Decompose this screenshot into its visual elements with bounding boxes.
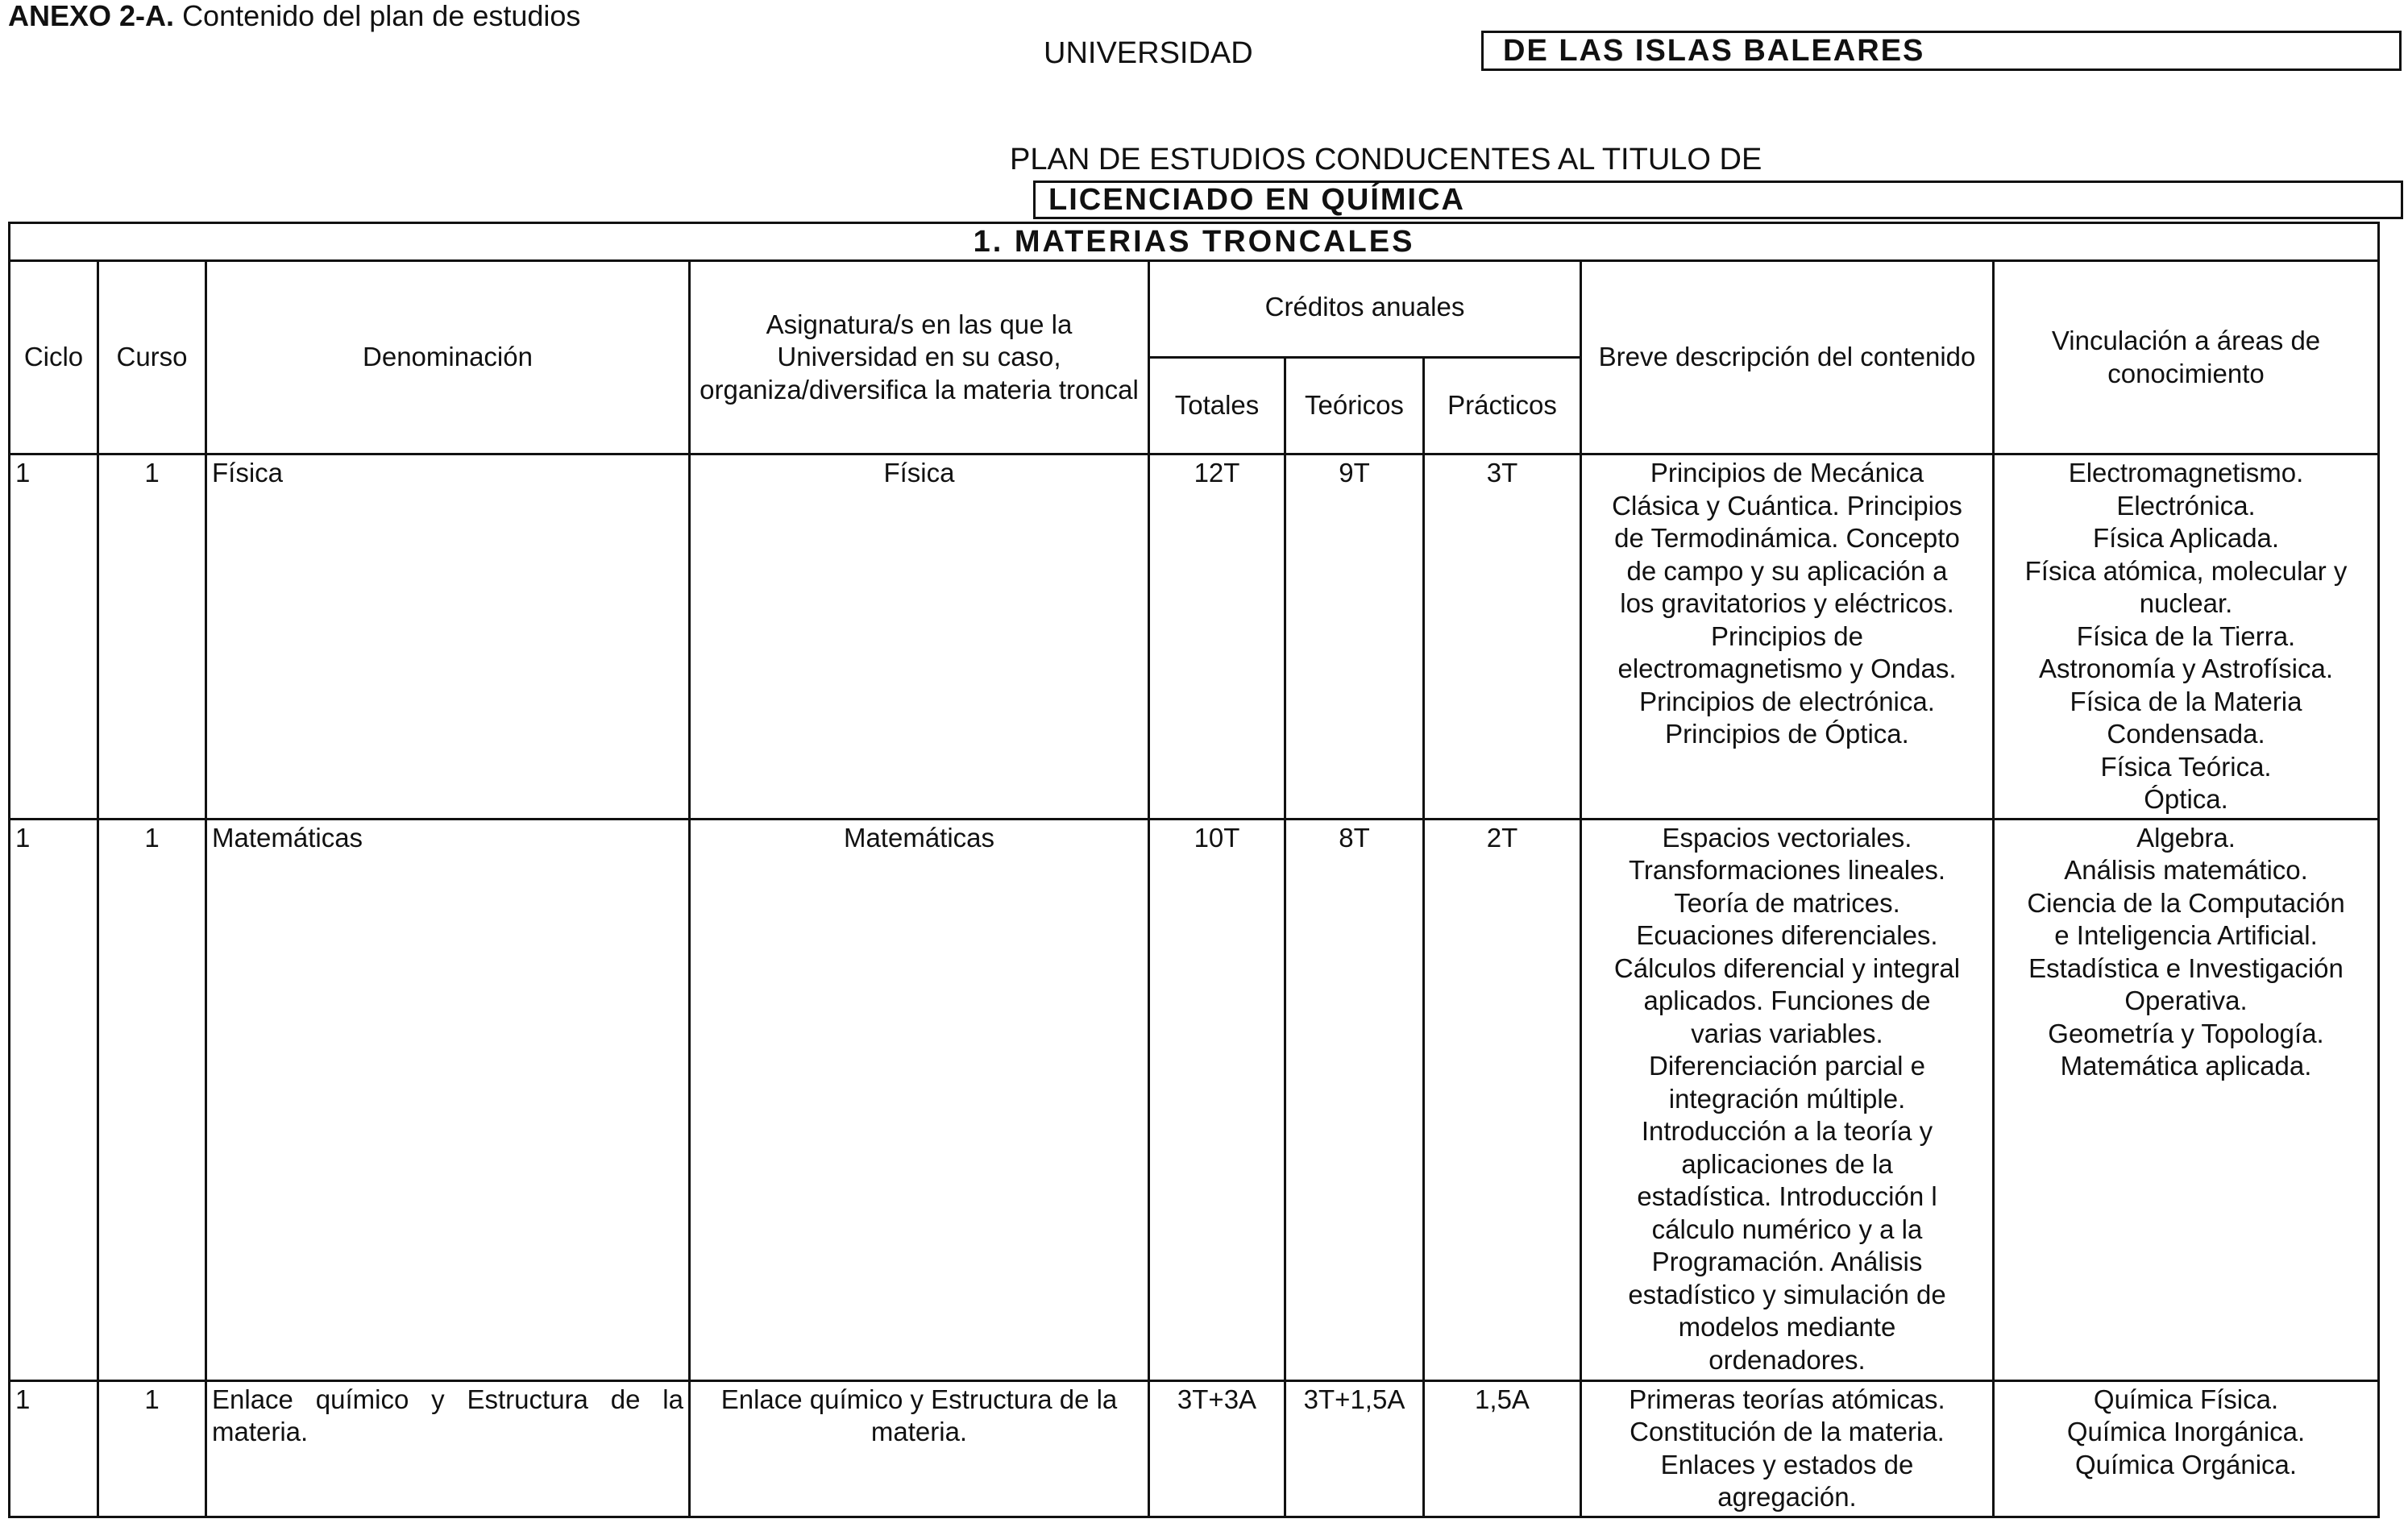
cell-curso: 1 (98, 454, 206, 820)
header-vinculacion: Vinculación a áreas de conocimiento (1994, 261, 2379, 454)
annex-label: ANEXO 2-A. (8, 0, 175, 32)
cell-asignatura: Enlace químico y Estructura de la materia. (690, 1380, 1149, 1517)
cell-descripcion: Primeras teorías atómicas. Constitución de la materia. Enlaces y estados de agregación. (1581, 1380, 1994, 1517)
cell-vinculacion: Algebra. Análisis matemático. Ciencia de la Computación e Inteligencia Artificial. Estadística e Investigación Operativa. Geometría y Topología. Matemática aplicada. (1994, 819, 2379, 1380)
cell-denominacion: Matemáticas (206, 819, 690, 1380)
cell-totales: 10T (1149, 819, 1285, 1380)
plan-heading: PLAN DE ESTUDIOS CONDUCENTES AL TITULO DE (1010, 143, 1762, 176)
header-practicos: Prácticos (1424, 358, 1581, 454)
cell-curso: 1 (98, 1380, 206, 1517)
header-asignatura: Asignatura/s en las que la Universidad en su caso, organiza/diversifica la materia troncal (690, 261, 1149, 454)
table-row (10, 819, 2379, 1380)
table-row (10, 454, 2379, 820)
cell-vinculacion: Química Física. Química Inorgánica. Química Orgánica. (1994, 1380, 2379, 1517)
cell-denominacion: Enlace químico y Estructura de la materia. (206, 1380, 690, 1517)
header-curso: Curso (98, 261, 206, 454)
cell-totales: 3T+3A (1149, 1380, 1285, 1517)
cell-practicos: 2T (1424, 819, 1581, 1380)
cell-totales: 12T (1149, 454, 1285, 820)
header-ciclo: Ciclo (10, 261, 98, 454)
cell-curso: 1 (98, 819, 206, 1380)
cell-practicos: 1,5A (1424, 1380, 1581, 1517)
cell-asignatura: Física (690, 454, 1149, 820)
university-name-box: DE LAS ISLAS BALEARES (1481, 31, 2402, 71)
section-title: 1. MATERIAS TRONCALES (10, 223, 2379, 261)
degree-title-box: LICENCIADO EN QUÍMICA (1033, 181, 2403, 219)
header-denominacion: Denominación (206, 261, 690, 454)
cell-ciclo: 1 (10, 454, 98, 820)
cell-practicos: 3T (1424, 454, 1581, 820)
cell-vinculacion: Electromagnetismo. Electrónica. Física Aplicada. Física atómica, molecular y nuclear. Física de la Tierra. Astronomía y Astrofísica. Física de la Materia Condensada. Física Teórica. Óptica. (1994, 454, 2379, 820)
cell-ciclo: 1 (10, 819, 98, 1380)
header-creditos: Créditos anuales (1149, 261, 1581, 358)
cell-descripcion: Espacios vectoriales. Transformaciones lineales. Teoría de matrices. Ecuaciones diferenciales. Cálculos diferencial y integral aplicados. Funciones de varias variables. Diferenciación parcial e integración múltiple. Introducción a la teoría y aplicaciones de la estadística. Introducción l cálculo numérico y a la Programación. Análisis estadístico y simulación de modelos mediante ordenadores. (1581, 819, 1994, 1380)
header-teoricos: Teóricos (1285, 358, 1424, 454)
cell-teoricos: 9T (1285, 454, 1424, 820)
header-totales: Totales (1149, 358, 1285, 454)
cell-ciclo: 1 (10, 1380, 98, 1517)
annex-title (8, 0, 580, 32)
cell-descripcion: Principios de Mecánica Clásica y Cuántica. Principios de Termodinámica. Concepto de campo y su aplicación a los gravitatorios y eléctricos. Principios de electromagnetismo y Ondas. Principios de electrónica. Principios de Óptica. (1581, 454, 1994, 820)
annex-text: Contenido del plan de estudios (182, 0, 581, 32)
cell-teoricos: 8T (1285, 819, 1424, 1380)
table-row (10, 1380, 2379, 1517)
university-label: UNIVERSIDAD (1044, 36, 1253, 70)
cell-denominacion: Física (206, 454, 690, 820)
cell-asignatura: Matemáticas (690, 819, 1149, 1380)
cell-teoricos: 3T+1,5A (1285, 1380, 1424, 1517)
header-descripcion: Breve descripción del contenido (1581, 261, 1994, 454)
troncales-table (8, 222, 2380, 1518)
